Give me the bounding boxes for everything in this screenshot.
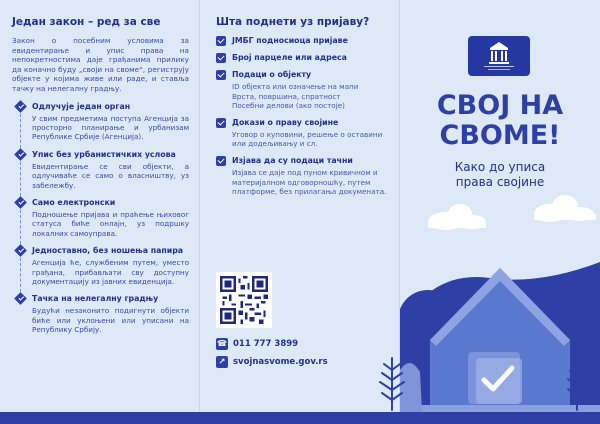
check-diamond-icon [14,100,27,113]
checkbox-icon [216,36,226,46]
government-logo [468,36,530,76]
cloud-icon [428,195,596,230]
item-text: У свим предметима поступа Агенција за просторно планирање и урбанизам Републике Србије (Агенција). [32,113,189,142]
list-item [12,294,189,334]
list-item [12,198,189,238]
cover-subtitle [400,160,600,190]
list-item [216,118,391,149]
sub-line: Посебни делови (ако постоје) [232,101,345,111]
connector-line [20,162,21,196]
cover-title-line2: СВОМЕ! [439,120,561,151]
item-subtext: Изјава се даје под пуном кривичном и материјалном одговорношћу, путем платформе, без прилагања докумената. [232,167,387,197]
item-title: Број парцеле или адреса [232,53,347,62]
sub-line: ID објекта или означење на мапи [232,82,359,91]
panel-middle [200,0,400,424]
phone-icon: ☎ [217,339,227,348]
list-item [216,70,391,111]
item-title: Једноставно, без ношења папира [32,246,184,256]
list-item [216,53,391,63]
qr-code[interactable] [216,272,272,328]
checkbox-icon [216,156,226,166]
phone-contact[interactable] [216,338,298,350]
panel1-heading: Један закон – ред за све [12,16,161,28]
check-diamond-icon [14,293,27,306]
check-diamond-icon [14,148,27,161]
item-subtext: Уговор о куповини, решење о оставини или додељивању и сл. [232,129,383,149]
list-item [12,246,189,286]
item-text: Подношење пријава и праћење њиховог статуса биће онлајн, уз подршку локалних самоуправа. [32,210,189,238]
website-link[interactable] [216,356,328,368]
item-title: Докази о праву својине [232,117,339,127]
item-title: Само електронски [32,198,116,207]
list-item [12,102,189,142]
item-text: Агенција ће, службеним путем, уместо грађана, прибављати сву доступну документацију из јавних евиденција. [32,258,189,287]
web-icon: ↗ [216,356,228,368]
item-title: Подаци о објекту [232,70,312,79]
item-text: Будући незаконито подигнути објекти биће или уклоњени или уписани на Републику Србију. [32,306,189,335]
pine-tree-icon [372,352,412,412]
checkbox-icon [216,53,226,63]
connector-line [20,210,21,244]
cover-subtitle-line1: Како до уписа [454,160,546,174]
connector-line [20,114,21,148]
checkbox-icon [216,70,226,80]
phone-number: 011 777 3899 [233,339,299,349]
sub-line: Врста, површина, спратност [232,91,341,101]
list-item [216,156,391,197]
list-item [216,36,391,46]
connector-line [20,258,21,292]
cover-title-line1: СВОЈ НА [436,90,564,121]
item-title: ЈМБГ подносиоца пријаве [232,36,348,45]
item-title: Одлучује један орган [32,101,131,111]
panel-cover [400,0,600,424]
cover-subtitle-line2: права својине [455,175,545,189]
panel1-intro: Закон о посебним условима за евидентирање и упис права на непокретностима даје грађанима прилику да коначно буду „своји на своме“, региструју објекте у којима живе или раде, и ставља тачку на нелегалну градњу. [12,36,189,93]
item-title: Упис без урбанистичких услова [32,149,176,159]
item-title: Изјава да су подаци тачни [232,155,353,165]
item-subtext [232,82,391,111]
pine-tree-icon [562,362,592,412]
panel-left [0,0,200,424]
check-diamond-icon [14,244,27,257]
list-item [12,150,189,190]
item-text: Евидентирање се сви објекти, а одлучиваће се само о власништву, уз забележбу. [32,161,189,190]
website-url: svojnasvome.gov.rs [233,357,328,367]
footer-band [0,412,600,424]
checkbox-icon [216,118,226,128]
check-diamond-icon [14,196,27,209]
item-title: Тачка на нелегалну градњу [32,294,159,304]
panel2-heading: Шта поднети уз пријаву? [216,16,370,28]
